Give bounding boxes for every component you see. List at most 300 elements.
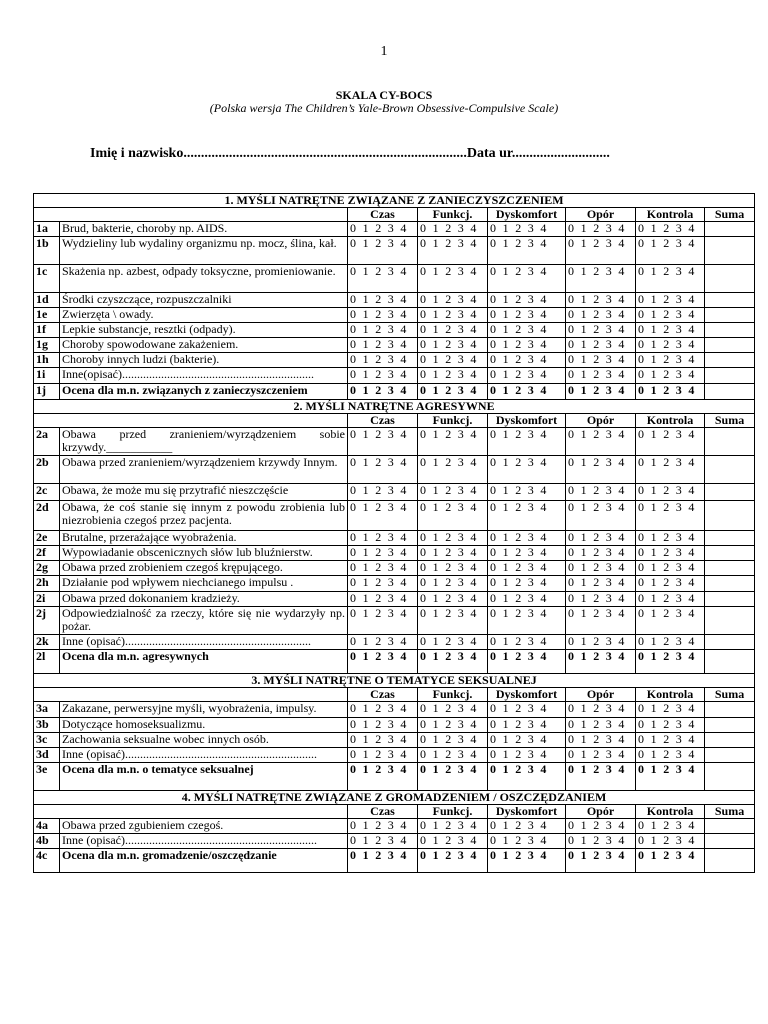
rating-option[interactable]: 4 <box>470 236 477 250</box>
rating-option[interactable]: 2 <box>593 701 600 715</box>
rating-option[interactable]: 2 <box>663 367 670 381</box>
rating-option[interactable]: 3 <box>605 717 612 731</box>
rating-option[interactable]: 2 <box>515 701 522 715</box>
rating-option[interactable]: 3 <box>605 337 612 351</box>
sum-cell[interactable] <box>705 546 755 561</box>
sum-cell[interactable] <box>705 748 755 763</box>
rating-option[interactable]: 1 <box>432 634 439 648</box>
rating-option[interactable]: 3 <box>605 427 612 441</box>
rating-option[interactable]: 3 <box>675 483 682 497</box>
rating-option[interactable]: 3 <box>527 500 534 514</box>
rating-option[interactable]: 3 <box>387 292 394 306</box>
rating-option[interactable]: 3 <box>387 575 394 589</box>
rating-option[interactable]: 3 <box>457 455 464 469</box>
rating-option[interactable]: 3 <box>387 221 394 235</box>
rating-option[interactable]: 3 <box>605 545 612 559</box>
rating-option[interactable]: 0 <box>490 747 496 761</box>
rating-option[interactable]: 4 <box>470 747 477 761</box>
rating-option[interactable]: 4 <box>470 762 477 776</box>
rating-cell[interactable] <box>636 237 705 265</box>
rating-option[interactable]: 3 <box>527 818 534 832</box>
rating-option[interactable]: 0 <box>420 560 426 574</box>
sum-cell[interactable] <box>705 368 755 384</box>
rating-cell[interactable] <box>566 456 636 484</box>
rating-option[interactable]: 1 <box>580 717 587 731</box>
rating-cell[interactable] <box>566 501 636 531</box>
rating-option[interactable]: 4 <box>540 427 547 441</box>
rating-cell[interactable] <box>488 635 566 650</box>
rating-cell[interactable] <box>418 531 488 546</box>
rating-option[interactable]: 4 <box>688 606 695 620</box>
rating-option[interactable]: 3 <box>387 591 394 605</box>
rating-option[interactable]: 3 <box>675 322 682 336</box>
rating-option[interactable]: 0 <box>638 747 644 761</box>
rating-option[interactable]: 4 <box>688 337 695 351</box>
rating-cell[interactable] <box>636 561 705 576</box>
rating-option[interactable]: 2 <box>445 500 452 514</box>
rating-option[interactable]: 0 <box>568 717 574 731</box>
rating-option[interactable]: 2 <box>663 717 670 731</box>
rating-option[interactable]: 0 <box>350 732 356 746</box>
rating-option[interactable]: 1 <box>650 292 657 306</box>
rating-option[interactable]: 0 <box>490 307 496 321</box>
rating-option[interactable]: 0 <box>490 264 496 278</box>
rating-option[interactable]: 1 <box>502 717 509 731</box>
rating-option[interactable]: 1 <box>432 292 439 306</box>
rating-option[interactable]: 1 <box>650 701 657 715</box>
rating-option[interactable]: 3 <box>457 352 464 366</box>
rating-option[interactable]: 0 <box>490 575 496 589</box>
rating-option[interactable]: 3 <box>605 606 612 620</box>
rating-option[interactable]: 1 <box>502 337 509 351</box>
rating-cell[interactable] <box>418 733 488 748</box>
rating-option[interactable]: 2 <box>663 848 670 862</box>
rating-option[interactable]: 2 <box>593 818 600 832</box>
rating-cell[interactable] <box>566 748 636 763</box>
rating-option[interactable]: 1 <box>650 367 657 381</box>
rating-option[interactable]: 3 <box>527 383 534 397</box>
rating-option[interactable]: 4 <box>540 848 547 862</box>
rating-option[interactable]: 1 <box>432 236 439 250</box>
rating-option[interactable]: 3 <box>387 717 394 731</box>
rating-option[interactable]: 3 <box>387 649 394 663</box>
rating-option[interactable]: 4 <box>540 236 547 250</box>
rating-option[interactable]: 4 <box>540 352 547 366</box>
sum-cell[interactable] <box>705 834 755 849</box>
rating-option[interactable]: 4 <box>470 560 477 574</box>
rating-cell[interactable] <box>348 484 418 501</box>
rating-cell[interactable] <box>348 384 418 400</box>
rating-option[interactable]: 3 <box>387 818 394 832</box>
rating-cell[interactable] <box>566 293 636 308</box>
rating-option[interactable]: 4 <box>688 833 695 847</box>
rating-option[interactable]: 2 <box>375 591 382 605</box>
rating-option[interactable]: 0 <box>420 545 426 559</box>
rating-option[interactable]: 1 <box>362 575 369 589</box>
rating-option[interactable]: 2 <box>375 606 382 620</box>
rating-option[interactable]: 1 <box>650 427 657 441</box>
rating-cell[interactable] <box>636 718 705 733</box>
rating-option[interactable]: 0 <box>568 848 574 862</box>
rating-option[interactable]: 1 <box>580 264 587 278</box>
rating-option[interactable]: 4 <box>470 427 477 441</box>
rating-option[interactable]: 1 <box>432 307 439 321</box>
rating-option[interactable]: 4 <box>540 634 547 648</box>
rating-option[interactable]: 4 <box>618 383 625 397</box>
rating-option[interactable]: 3 <box>605 500 612 514</box>
rating-option[interactable]: 2 <box>593 732 600 746</box>
rating-option[interactable]: 0 <box>568 367 574 381</box>
rating-option[interactable]: 1 <box>502 701 509 715</box>
sum-cell[interactable] <box>705 265 755 293</box>
rating-option[interactable]: 0 <box>638 649 644 663</box>
rating-option[interactable]: 0 <box>420 591 426 605</box>
rating-cell[interactable] <box>418 592 488 607</box>
rating-option[interactable]: 3 <box>457 483 464 497</box>
rating-option[interactable]: 1 <box>502 427 509 441</box>
rating-option[interactable]: 3 <box>457 747 464 761</box>
rating-option[interactable]: 2 <box>445 717 452 731</box>
rating-option[interactable]: 0 <box>490 337 496 351</box>
rating-option[interactable]: 4 <box>618 560 625 574</box>
rating-option[interactable]: 0 <box>420 530 426 544</box>
sum-cell[interactable] <box>705 592 755 607</box>
rating-option[interactable]: 2 <box>663 545 670 559</box>
rating-option[interactable]: 3 <box>675 383 682 397</box>
rating-cell[interactable] <box>636 546 705 561</box>
rating-option[interactable]: 1 <box>432 818 439 832</box>
rating-option[interactable]: 1 <box>580 732 587 746</box>
rating-option[interactable]: 3 <box>605 352 612 366</box>
rating-option[interactable]: 3 <box>457 264 464 278</box>
rating-option[interactable]: 1 <box>580 337 587 351</box>
rating-option[interactable]: 0 <box>350 307 356 321</box>
rating-cell[interactable] <box>566 323 636 338</box>
rating-option[interactable]: 3 <box>527 221 534 235</box>
rating-option[interactable]: 0 <box>568 337 574 351</box>
rating-option[interactable]: 2 <box>663 352 670 366</box>
rating-cell[interactable] <box>348 501 418 531</box>
rating-option[interactable]: 3 <box>675 530 682 544</box>
rating-option[interactable]: 4 <box>470 530 477 544</box>
rating-cell[interactable] <box>418 607 488 635</box>
rating-option[interactable]: 2 <box>593 383 600 397</box>
rating-option[interactable]: 4 <box>618 717 625 731</box>
sum-cell[interactable] <box>705 484 755 501</box>
rating-option[interactable]: 3 <box>527 606 534 620</box>
rating-option[interactable]: 3 <box>605 292 612 306</box>
rating-option[interactable]: 0 <box>420 307 426 321</box>
rating-option[interactable]: 0 <box>490 455 496 469</box>
rating-option[interactable]: 3 <box>387 560 394 574</box>
rating-cell[interactable] <box>418 635 488 650</box>
rating-option[interactable]: 2 <box>375 483 382 497</box>
rating-option[interactable]: 3 <box>605 649 612 663</box>
rating-option[interactable]: 2 <box>445 747 452 761</box>
rating-option[interactable]: 4 <box>618 649 625 663</box>
rating-option[interactable]: 4 <box>400 352 407 366</box>
rating-option[interactable]: 2 <box>515 732 522 746</box>
rating-option[interactable]: 0 <box>420 352 426 366</box>
rating-option[interactable]: 2 <box>663 236 670 250</box>
rating-option[interactable]: 1 <box>580 701 587 715</box>
rating-cell[interactable] <box>636 265 705 293</box>
rating-option[interactable]: 2 <box>445 649 452 663</box>
rating-option[interactable]: 2 <box>663 500 670 514</box>
rating-option[interactable]: 3 <box>387 455 394 469</box>
rating-option[interactable]: 4 <box>688 575 695 589</box>
rating-option[interactable]: 4 <box>618 483 625 497</box>
rating-option[interactable]: 1 <box>432 701 439 715</box>
rating-cell[interactable] <box>348 819 418 834</box>
rating-cell[interactable] <box>488 484 566 501</box>
rating-option[interactable]: 3 <box>387 307 394 321</box>
rating-option[interactable]: 3 <box>605 818 612 832</box>
sum-cell[interactable] <box>705 819 755 834</box>
rating-option[interactable]: 2 <box>593 649 600 663</box>
rating-option[interactable]: 0 <box>490 352 496 366</box>
rating-option[interactable]: 3 <box>527 292 534 306</box>
rating-option[interactable]: 2 <box>515 545 522 559</box>
rating-option[interactable]: 3 <box>387 833 394 847</box>
sum-cell[interactable] <box>705 561 755 576</box>
rating-option[interactable]: 1 <box>362 591 369 605</box>
rating-option[interactable]: 1 <box>650 747 657 761</box>
rating-cell[interactable] <box>566 763 636 791</box>
rating-option[interactable]: 0 <box>490 732 496 746</box>
rating-option[interactable]: 1 <box>580 236 587 250</box>
rating-option[interactable]: 4 <box>688 591 695 605</box>
rating-option[interactable]: 4 <box>470 367 477 381</box>
rating-option[interactable]: 2 <box>445 560 452 574</box>
rating-option[interactable]: 0 <box>490 427 496 441</box>
rating-option[interactable]: 2 <box>375 221 382 235</box>
rating-option[interactable]: 1 <box>650 833 657 847</box>
rating-option[interactable]: 0 <box>420 322 426 336</box>
rating-option[interactable]: 1 <box>580 545 587 559</box>
rating-cell[interactable] <box>636 368 705 384</box>
rating-option[interactable]: 0 <box>568 701 574 715</box>
rating-option[interactable]: 4 <box>688 427 695 441</box>
rating-option[interactable]: 0 <box>568 221 574 235</box>
rating-option[interactable]: 4 <box>540 591 547 605</box>
rating-option[interactable]: 4 <box>400 833 407 847</box>
rating-option[interactable]: 3 <box>527 337 534 351</box>
rating-option[interactable]: 1 <box>362 634 369 648</box>
rating-option[interactable]: 4 <box>688 545 695 559</box>
rating-option[interactable]: 4 <box>618 575 625 589</box>
rating-option[interactable]: 0 <box>420 427 426 441</box>
sum-cell[interactable] <box>705 293 755 308</box>
rating-option[interactable]: 3 <box>457 717 464 731</box>
sum-cell[interactable] <box>705 384 755 400</box>
rating-option[interactable]: 2 <box>515 427 522 441</box>
rating-cell[interactable] <box>488 384 566 400</box>
rating-option[interactable]: 3 <box>605 560 612 574</box>
rating-option[interactable]: 2 <box>663 560 670 574</box>
rating-option[interactable]: 0 <box>568 427 574 441</box>
sum-cell[interactable] <box>705 849 755 873</box>
rating-cell[interactable] <box>636 384 705 400</box>
rating-option[interactable]: 3 <box>527 367 534 381</box>
rating-option[interactable]: 4 <box>400 818 407 832</box>
rating-option[interactable]: 1 <box>362 833 369 847</box>
rating-option[interactable]: 0 <box>420 848 426 862</box>
rating-option[interactable]: 1 <box>650 264 657 278</box>
rating-option[interactable]: 4 <box>540 307 547 321</box>
rating-option[interactable]: 1 <box>502 747 509 761</box>
rating-option[interactable]: 3 <box>527 322 534 336</box>
rating-option[interactable]: 4 <box>618 530 625 544</box>
rating-option[interactable]: 2 <box>515 383 522 397</box>
rating-cell[interactable] <box>636 748 705 763</box>
rating-cell[interactable] <box>636 456 705 484</box>
rating-option[interactable]: 0 <box>420 500 426 514</box>
rating-option[interactable]: 4 <box>618 591 625 605</box>
rating-option[interactable]: 2 <box>593 717 600 731</box>
rating-option[interactable]: 1 <box>502 221 509 235</box>
rating-option[interactable]: 4 <box>618 236 625 250</box>
rating-option[interactable]: 1 <box>432 352 439 366</box>
rating-cell[interactable] <box>418 323 488 338</box>
rating-cell[interactable] <box>636 353 705 368</box>
rating-option[interactable]: 0 <box>350 833 356 847</box>
rating-option[interactable]: 3 <box>527 848 534 862</box>
rating-option[interactable]: 2 <box>663 455 670 469</box>
rating-cell[interactable] <box>488 222 566 237</box>
rating-option[interactable]: 3 <box>387 352 394 366</box>
rating-option[interactable]: 0 <box>638 634 644 648</box>
rating-option[interactable]: 1 <box>650 575 657 589</box>
rating-option[interactable]: 3 <box>605 530 612 544</box>
rating-option[interactable]: 4 <box>400 634 407 648</box>
rating-option[interactable]: 3 <box>527 483 534 497</box>
rating-option[interactable]: 3 <box>675 560 682 574</box>
rating-option[interactable]: 4 <box>400 292 407 306</box>
rating-option[interactable]: 0 <box>350 221 356 235</box>
rating-option[interactable]: 1 <box>362 500 369 514</box>
rating-cell[interactable] <box>348 702 418 718</box>
rating-option[interactable]: 2 <box>663 292 670 306</box>
rating-option[interactable]: 2 <box>375 236 382 250</box>
rating-cell[interactable] <box>566 484 636 501</box>
rating-option[interactable]: 1 <box>362 427 369 441</box>
rating-option[interactable]: 3 <box>387 634 394 648</box>
rating-option[interactable]: 2 <box>663 383 670 397</box>
rating-option[interactable]: 2 <box>593 762 600 776</box>
rating-option[interactable]: 0 <box>350 483 356 497</box>
rating-cell[interactable] <box>566 546 636 561</box>
rating-option[interactable]: 0 <box>568 322 574 336</box>
rating-option[interactable]: 3 <box>457 560 464 574</box>
rating-option[interactable]: 3 <box>675 649 682 663</box>
rating-cell[interactable] <box>418 702 488 718</box>
rating-cell[interactable] <box>348 237 418 265</box>
rating-option[interactable]: 2 <box>515 833 522 847</box>
rating-option[interactable]: 3 <box>527 762 534 776</box>
rating-cell[interactable] <box>566 384 636 400</box>
rating-option[interactable]: 0 <box>350 292 356 306</box>
rating-cell[interactable] <box>488 368 566 384</box>
rating-option[interactable]: 1 <box>650 732 657 746</box>
rating-option[interactable]: 4 <box>688 762 695 776</box>
rating-option[interactable]: 0 <box>420 833 426 847</box>
rating-option[interactable]: 1 <box>650 455 657 469</box>
rating-option[interactable]: 3 <box>675 575 682 589</box>
rating-option[interactable]: 1 <box>650 634 657 648</box>
rating-option[interactable]: 2 <box>375 545 382 559</box>
rating-option[interactable]: 4 <box>400 606 407 620</box>
rating-option[interactable]: 0 <box>490 717 496 731</box>
rating-option[interactable]: 3 <box>457 591 464 605</box>
rating-option[interactable]: 1 <box>362 483 369 497</box>
sum-cell[interactable] <box>705 222 755 237</box>
rating-option[interactable]: 2 <box>663 427 670 441</box>
rating-option[interactable]: 1 <box>432 427 439 441</box>
rating-option[interactable]: 1 <box>580 383 587 397</box>
rating-option[interactable]: 0 <box>420 383 426 397</box>
rating-option[interactable]: 2 <box>445 483 452 497</box>
rating-option[interactable]: 1 <box>580 292 587 306</box>
rating-option[interactable]: 0 <box>638 762 644 776</box>
rating-option[interactable]: 3 <box>527 352 534 366</box>
rating-cell[interactable] <box>636 576 705 592</box>
rating-option[interactable]: 2 <box>515 591 522 605</box>
rating-option[interactable]: 2 <box>445 264 452 278</box>
rating-cell[interactable] <box>418 456 488 484</box>
rating-option[interactable]: 4 <box>400 848 407 862</box>
rating-option[interactable]: 4 <box>400 367 407 381</box>
rating-option[interactable]: 2 <box>375 848 382 862</box>
rating-option[interactable]: 1 <box>362 701 369 715</box>
rating-option[interactable]: 2 <box>515 367 522 381</box>
rating-option[interactable]: 2 <box>445 367 452 381</box>
sum-cell[interactable] <box>705 650 755 674</box>
rating-option[interactable]: 3 <box>605 762 612 776</box>
rating-option[interactable]: 1 <box>502 732 509 746</box>
rating-option[interactable]: 0 <box>638 833 644 847</box>
rating-cell[interactable] <box>566 353 636 368</box>
rating-cell[interactable] <box>636 849 705 873</box>
rating-option[interactable]: 4 <box>540 606 547 620</box>
rating-option[interactable]: 0 <box>350 337 356 351</box>
rating-option[interactable]: 1 <box>650 717 657 731</box>
rating-option[interactable]: 4 <box>618 701 625 715</box>
rating-option[interactable]: 1 <box>502 352 509 366</box>
rating-option[interactable]: 1 <box>362 383 369 397</box>
rating-option[interactable]: 2 <box>593 545 600 559</box>
rating-option[interactable]: 1 <box>580 649 587 663</box>
rating-cell[interactable] <box>418 748 488 763</box>
rating-option[interactable]: 3 <box>457 530 464 544</box>
rating-option[interactable]: 4 <box>540 337 547 351</box>
rating-cell[interactable] <box>488 702 566 718</box>
rating-option[interactable]: 0 <box>350 747 356 761</box>
rating-option[interactable]: 3 <box>387 500 394 514</box>
rating-option[interactable]: 1 <box>502 634 509 648</box>
rating-option[interactable]: 2 <box>663 818 670 832</box>
rating-option[interactable]: 3 <box>457 221 464 235</box>
rating-option[interactable]: 3 <box>605 701 612 715</box>
rating-cell[interactable] <box>348 635 418 650</box>
rating-option[interactable]: 1 <box>502 606 509 620</box>
rating-cell[interactable] <box>488 293 566 308</box>
rating-option[interactable]: 4 <box>470 717 477 731</box>
rating-cell[interactable] <box>348 368 418 384</box>
sum-cell[interactable] <box>705 428 755 456</box>
rating-option[interactable]: 2 <box>593 833 600 847</box>
rating-option[interactable]: 4 <box>470 545 477 559</box>
